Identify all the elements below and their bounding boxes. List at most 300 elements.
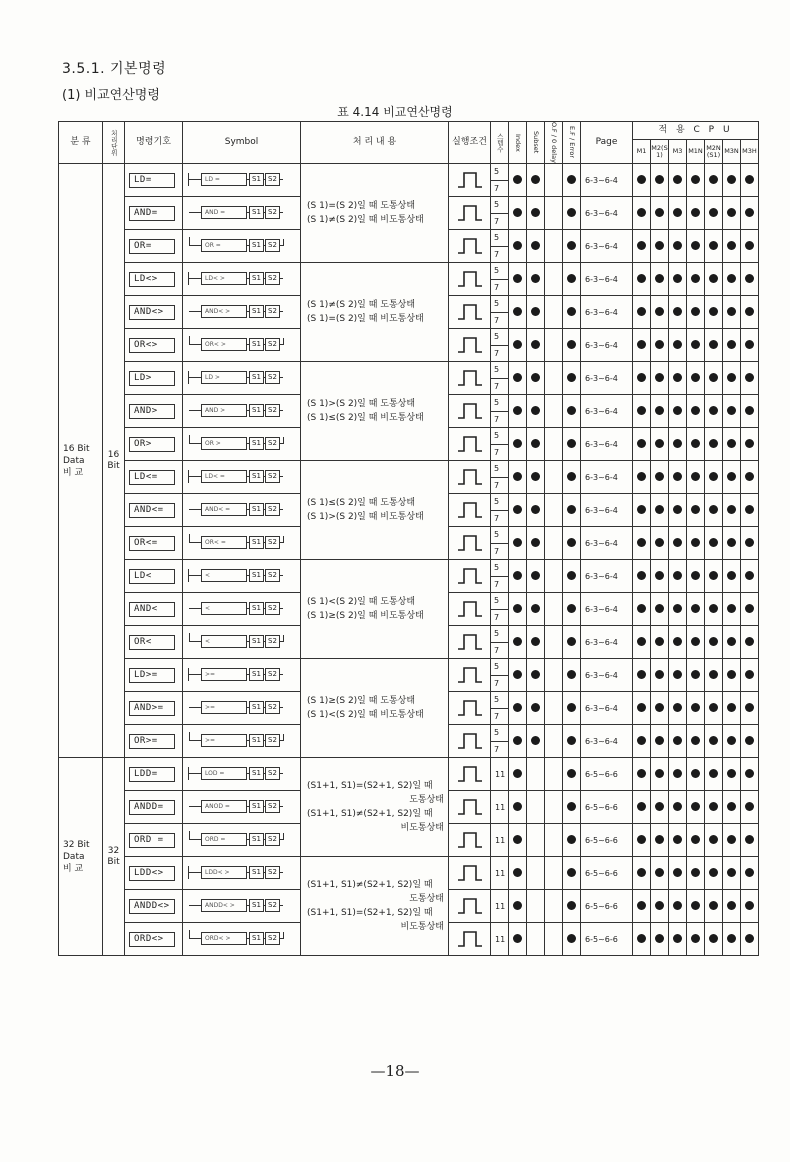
ladder-symbol — [183, 626, 301, 659]
cpu-cell — [723, 197, 741, 230]
error-cell — [563, 263, 581, 296]
filled-dot-icon — [673, 703, 682, 712]
steps-split — [491, 296, 508, 328]
left-rail — [188, 668, 189, 681]
filled-dot-icon — [709, 769, 718, 778]
filled-dot-icon — [513, 406, 522, 415]
error-cell — [563, 857, 581, 890]
filled-dot-icon — [567, 736, 576, 745]
exec-condition — [449, 857, 491, 890]
instruction-box: OR > — [201, 437, 247, 450]
overflow-cell — [545, 263, 563, 296]
category-line: 비 교 — [63, 467, 84, 478]
section-title: 3.5.1. 기본명령 — [62, 61, 167, 77]
filled-dot-icon — [655, 472, 664, 481]
cpu-cell — [633, 461, 651, 494]
filled-dot-icon — [727, 307, 736, 316]
filled-dot-icon — [567, 307, 576, 316]
description-line: (S 1)≥(S 2)일 때 비도통상태 — [307, 611, 424, 621]
filled-dot-icon — [727, 637, 736, 646]
filled-dot-icon — [673, 637, 682, 646]
filled-dot-icon — [673, 340, 682, 349]
steps-top: 5 — [494, 431, 500, 441]
instruction-mnemonic: OR>= — [129, 734, 175, 749]
filled-dot-icon — [531, 439, 540, 448]
cpu-cell — [687, 395, 705, 428]
subset-cell — [527, 494, 545, 527]
or-branch-end — [283, 239, 284, 246]
steps-split — [491, 692, 508, 724]
table-row — [59, 164, 759, 197]
overflow-cell — [545, 197, 563, 230]
subset-cell — [527, 461, 545, 494]
filled-dot-icon — [727, 274, 736, 283]
error-cell — [563, 395, 581, 428]
header-cpu-m1n: M1N — [687, 140, 705, 164]
operand-s1: S1 — [249, 404, 264, 417]
steps-bottom: 7 — [491, 378, 508, 395]
filled-dot-icon — [567, 340, 576, 349]
filled-dot-icon — [655, 901, 664, 910]
filled-dot-icon — [745, 472, 754, 481]
filled-dot-icon — [727, 241, 736, 250]
filled-dot-icon — [673, 439, 682, 448]
overflow-cell — [545, 857, 563, 890]
filled-dot-icon — [513, 241, 522, 250]
cpu-cell — [669, 461, 687, 494]
filled-dot-icon — [567, 241, 576, 250]
cpu-cell — [705, 923, 723, 956]
exec-condition — [449, 923, 491, 956]
header-index: Index — [509, 122, 527, 164]
cpu-cell — [705, 626, 723, 659]
description-line: (S 1)=(S 2)일 때 비도통상태 — [307, 314, 424, 324]
overflow-cell — [545, 593, 563, 626]
description-line: 도통상태 — [409, 795, 444, 805]
cpu-cell — [723, 857, 741, 890]
page-ref: 6-3~6-4 — [581, 164, 633, 197]
operand-s2: S2 — [265, 866, 280, 879]
index-cell — [509, 593, 527, 626]
filled-dot-icon — [745, 703, 754, 712]
or-branch-end — [283, 338, 284, 345]
exec-condition — [449, 164, 491, 197]
ladder-diagram — [183, 758, 299, 790]
cpu-cell — [723, 461, 741, 494]
filled-dot-icon — [673, 241, 682, 250]
cpu-cell — [669, 791, 687, 824]
header-error: E.F / Error — [563, 122, 581, 164]
filled-dot-icon — [691, 769, 700, 778]
rising-pulse-icon — [456, 797, 484, 817]
steps-top: 5 — [494, 266, 500, 276]
filled-dot-icon — [727, 571, 736, 580]
steps-top: 5 — [494, 167, 500, 177]
subset-cell — [527, 857, 545, 890]
subset-cell — [527, 659, 545, 692]
mnemonic-cell — [125, 395, 183, 428]
instruction-box: >= — [201, 701, 247, 714]
cpu-cell — [741, 164, 759, 197]
or-branch-end — [283, 437, 284, 444]
filled-dot-icon — [745, 241, 754, 250]
cpu-cell — [651, 428, 669, 461]
mnemonic-cell — [125, 362, 183, 395]
filled-dot-icon — [673, 769, 682, 778]
description-line: (S1+1, S1)=(S2+1, S2)일 때 — [307, 781, 433, 791]
cpu-cell — [633, 857, 651, 890]
filled-dot-icon — [637, 835, 646, 844]
ladder-symbol — [183, 329, 301, 362]
filled-dot-icon — [567, 571, 576, 580]
steps-bottom: 7 — [491, 180, 508, 197]
filled-dot-icon — [567, 439, 576, 448]
filled-dot-icon — [567, 835, 576, 844]
error-cell — [563, 494, 581, 527]
overflow-cell — [545, 164, 563, 197]
header-bits: 처리단위 — [103, 122, 125, 164]
description-line: (S 1)≤(S 2)일 때 비도통상태 — [307, 413, 424, 423]
filled-dot-icon — [691, 505, 700, 514]
filled-dot-icon — [567, 538, 576, 547]
table-row — [59, 461, 759, 494]
filled-dot-icon — [673, 736, 682, 745]
cpu-cell — [651, 725, 669, 758]
steps-cell — [491, 197, 509, 230]
filled-dot-icon — [655, 208, 664, 217]
instruction-mnemonic: ORD = — [129, 833, 175, 848]
cpu-cell — [669, 263, 687, 296]
description-line: (S 1)≠(S 2)일 때 비도통상태 — [307, 215, 424, 225]
cpu-cell — [651, 263, 669, 296]
filled-dot-icon — [745, 175, 754, 184]
filled-dot-icon — [655, 439, 664, 448]
page-ref: 6-3~6-4 — [581, 428, 633, 461]
cpu-cell — [687, 923, 705, 956]
instruction-box: ORD< > — [201, 932, 247, 945]
filled-dot-icon — [637, 439, 646, 448]
ladder-diagram — [183, 626, 299, 658]
steps-top: 5 — [494, 695, 500, 705]
cpu-cell — [741, 692, 759, 725]
cpu-cell — [669, 329, 687, 362]
filled-dot-icon — [673, 175, 682, 184]
subset-cell — [527, 692, 545, 725]
filled-dot-icon — [567, 472, 576, 481]
description-cell — [301, 560, 449, 659]
mnemonic-cell — [125, 791, 183, 824]
filled-dot-icon — [673, 505, 682, 514]
filled-dot-icon — [567, 703, 576, 712]
steps-split — [491, 230, 508, 262]
steps-top: 5 — [494, 299, 500, 309]
or-branch — [189, 336, 190, 345]
mnemonic-cell — [125, 890, 183, 923]
error-cell — [563, 329, 581, 362]
page-ref: 6-3~6-4 — [581, 692, 633, 725]
cpu-cell — [741, 659, 759, 692]
ladder-symbol — [183, 725, 301, 758]
cpu-cell — [705, 329, 723, 362]
filled-dot-icon — [691, 439, 700, 448]
operand-s2: S2 — [265, 833, 280, 846]
cpu-cell — [723, 230, 741, 263]
cpu-cell — [669, 824, 687, 857]
cpu-cell — [705, 395, 723, 428]
description-cell — [301, 164, 449, 263]
subset-cell — [527, 626, 545, 659]
steps-cell — [491, 527, 509, 560]
left-rail — [188, 866, 189, 879]
steps-bottom: 7 — [491, 312, 508, 329]
ladder-diagram — [183, 230, 299, 262]
cpu-cell — [741, 923, 759, 956]
ladder-symbol — [183, 692, 301, 725]
ladder-symbol — [183, 758, 301, 791]
steps-cell — [491, 692, 509, 725]
cpu-cell — [741, 626, 759, 659]
cpu-cell — [741, 461, 759, 494]
steps-cell — [491, 395, 509, 428]
filled-dot-icon — [691, 538, 700, 547]
filled-dot-icon — [655, 604, 664, 613]
cpu-cell — [669, 857, 687, 890]
cpu-cell — [651, 791, 669, 824]
group-bits — [103, 758, 125, 956]
filled-dot-icon — [691, 241, 700, 250]
mnemonic-cell — [125, 659, 183, 692]
filled-dot-icon — [673, 538, 682, 547]
steps-split — [491, 428, 508, 460]
cpu-cell — [723, 329, 741, 362]
operand-s1: S1 — [249, 437, 264, 450]
cpu-cell — [633, 626, 651, 659]
cpu-cell — [723, 494, 741, 527]
error-cell — [563, 923, 581, 956]
operand-s1: S1 — [249, 239, 264, 252]
steps-split — [491, 197, 508, 229]
subset-cell — [527, 395, 545, 428]
overflow-cell — [545, 527, 563, 560]
cpu-cell — [687, 362, 705, 395]
filled-dot-icon — [727, 538, 736, 547]
filled-dot-icon — [655, 340, 664, 349]
filled-dot-icon — [655, 769, 664, 778]
filled-dot-icon — [513, 208, 522, 217]
filled-dot-icon — [673, 274, 682, 283]
cpu-cell — [633, 362, 651, 395]
exec-condition — [449, 626, 491, 659]
ladder-symbol — [183, 560, 301, 593]
filled-dot-icon — [691, 307, 700, 316]
steps-bottom: 7 — [491, 279, 508, 296]
header-description: 처 리 내 용 — [301, 122, 449, 164]
overflow-cell — [545, 923, 563, 956]
filled-dot-icon — [709, 835, 718, 844]
filled-dot-icon — [745, 901, 754, 910]
table-row — [59, 758, 759, 791]
filled-dot-icon — [709, 538, 718, 547]
instruction-mnemonic: OR> — [129, 437, 175, 452]
cpu-cell — [741, 725, 759, 758]
description-line: (S1+1, S1)≠(S2+1, S2)일 때 — [307, 880, 433, 890]
bits-text: 16 Bit — [107, 449, 120, 471]
filled-dot-icon — [513, 868, 522, 877]
filled-dot-icon — [709, 274, 718, 283]
rising-pulse-icon — [456, 830, 484, 850]
filled-dot-icon — [745, 769, 754, 778]
operand-s2: S2 — [265, 635, 280, 648]
cpu-cell — [651, 362, 669, 395]
steps-split — [491, 329, 508, 361]
filled-dot-icon — [727, 802, 736, 811]
filled-dot-icon — [745, 406, 754, 415]
filled-dot-icon — [513, 538, 522, 547]
cpu-cell — [687, 461, 705, 494]
rising-pulse-icon — [456, 599, 484, 619]
page-ref: 6-5~6-6 — [581, 923, 633, 956]
operand-s1: S1 — [249, 899, 264, 912]
cpu-cell — [705, 725, 723, 758]
ladder-diagram — [183, 428, 299, 460]
cpu-cell — [687, 560, 705, 593]
header-category: 분 류 — [59, 122, 103, 164]
error-cell — [563, 527, 581, 560]
or-branch-end — [283, 536, 284, 543]
filled-dot-icon — [727, 208, 736, 217]
subsection-title: (1) 비교연산명령 — [62, 88, 160, 103]
cpu-cell — [705, 692, 723, 725]
cpu-cell — [741, 824, 759, 857]
operand-s1: S1 — [249, 701, 264, 714]
cpu-cell — [633, 560, 651, 593]
filled-dot-icon — [745, 604, 754, 613]
table-row — [59, 857, 759, 890]
filled-dot-icon — [745, 571, 754, 580]
filled-dot-icon — [531, 571, 540, 580]
cpu-cell — [705, 296, 723, 329]
filled-dot-icon — [655, 802, 664, 811]
cpu-cell — [723, 923, 741, 956]
mnemonic-cell — [125, 461, 183, 494]
mnemonic-cell — [125, 857, 183, 890]
steps-split — [491, 626, 508, 658]
filled-dot-icon — [637, 373, 646, 382]
cpu-cell — [633, 494, 651, 527]
steps-top: 5 — [494, 233, 500, 243]
filled-dot-icon — [531, 637, 540, 646]
instruction-mnemonic: AND>= — [129, 701, 175, 716]
cpu-cell — [651, 329, 669, 362]
mnemonic-cell — [125, 197, 183, 230]
overflow-cell — [545, 890, 563, 923]
operand-s2: S2 — [265, 272, 280, 285]
index-cell — [509, 824, 527, 857]
subset-cell — [527, 824, 545, 857]
steps-split — [491, 461, 508, 493]
index-cell — [509, 494, 527, 527]
steps-bottom: 7 — [491, 510, 508, 527]
filled-dot-icon — [637, 934, 646, 943]
overflow-cell — [545, 362, 563, 395]
mnemonic-cell — [125, 296, 183, 329]
operand-s2: S2 — [265, 800, 280, 813]
ladder-symbol — [183, 197, 301, 230]
cpu-cell — [687, 329, 705, 362]
cpu-cell — [687, 857, 705, 890]
filled-dot-icon — [673, 670, 682, 679]
steps-split — [491, 527, 508, 559]
filled-dot-icon — [531, 505, 540, 514]
overflow-cell — [545, 329, 563, 362]
cpu-cell — [687, 659, 705, 692]
steps-split — [491, 164, 508, 196]
ladder-symbol — [183, 824, 301, 857]
instruction-mnemonic: OR<= — [129, 536, 175, 551]
page-number: —18— — [370, 1062, 420, 1080]
operand-s1: S1 — [249, 569, 264, 582]
filled-dot-icon — [513, 802, 522, 811]
filled-dot-icon — [673, 406, 682, 415]
filled-dot-icon — [709, 571, 718, 580]
header-cpu-m3h: M3H — [741, 140, 759, 164]
cpu-cell — [723, 758, 741, 791]
instruction-box: < — [201, 635, 247, 648]
ladder-symbol — [183, 890, 301, 923]
description-cell — [301, 659, 449, 758]
operand-s1: S1 — [249, 173, 264, 186]
exec-condition — [449, 197, 491, 230]
steps-top: 5 — [494, 464, 500, 474]
page-ref: 6-3~6-4 — [581, 362, 633, 395]
cpu-cell — [741, 362, 759, 395]
index-cell — [509, 791, 527, 824]
operand-s2: S2 — [265, 338, 280, 351]
instruction-box: LOD = — [201, 767, 247, 780]
table-row — [59, 659, 759, 692]
filled-dot-icon — [637, 736, 646, 745]
or-branch — [189, 633, 190, 642]
instruction-box: >= — [201, 734, 247, 747]
subset-cell — [527, 197, 545, 230]
filled-dot-icon — [691, 175, 700, 184]
or-branch-end — [283, 734, 284, 741]
error-cell — [563, 725, 581, 758]
cpu-cell — [633, 263, 651, 296]
page-ref: 6-3~6-4 — [581, 560, 633, 593]
cpu-cell — [687, 626, 705, 659]
header-cpu-m3n: M3N — [723, 140, 741, 164]
error-cell — [563, 692, 581, 725]
filled-dot-icon — [709, 439, 718, 448]
cpu-cell — [651, 230, 669, 263]
filled-dot-icon — [691, 274, 700, 283]
steps-bottom: 7 — [491, 444, 508, 461]
filled-dot-icon — [709, 373, 718, 382]
header-cpu-group: 적 용 C P U — [633, 122, 759, 140]
mnemonic-cell — [125, 626, 183, 659]
rising-pulse-icon — [456, 170, 484, 190]
cpu-cell — [687, 824, 705, 857]
description-line: (S1+1, S1)=(S2+1, S2)일 때 — [307, 908, 433, 918]
ladder-diagram — [183, 164, 299, 196]
overflow-cell — [545, 296, 563, 329]
operand-s2: S2 — [265, 503, 280, 516]
steps-top: 5 — [494, 497, 500, 507]
steps-top: 5 — [494, 200, 500, 210]
exec-condition — [449, 758, 491, 791]
filled-dot-icon — [567, 769, 576, 778]
